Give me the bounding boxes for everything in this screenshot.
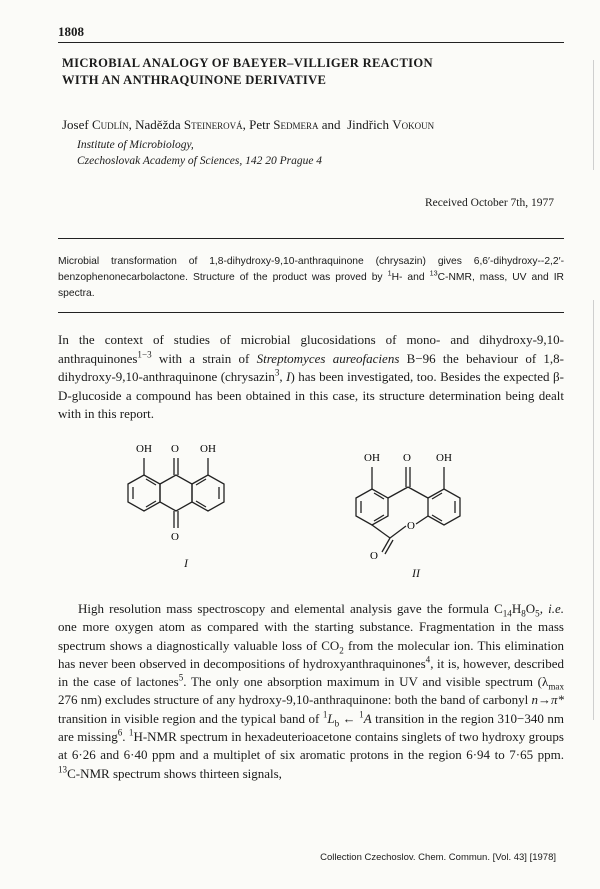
body-text: B−96 the behaviour of 1,8-dihydroxy-9,10-anthraquinone (chrysazin xyxy=(58,350,565,384)
compound-label: I xyxy=(286,369,291,384)
structure-II-drawing xyxy=(348,440,498,560)
structure-I-chrysazin xyxy=(118,434,268,552)
body-text: , it is, however, described in the case of lactones xyxy=(58,655,564,690)
header-rule xyxy=(58,42,564,43)
superscript: 13 xyxy=(429,268,438,278)
subscript: 8 xyxy=(521,608,526,619)
organism-name: Streptomyces aureofaciens xyxy=(256,350,400,366)
title-line-1: MICROBIAL ANALOGY OF BAEYER–VILLIGER REACTION xyxy=(62,56,433,70)
body-text: with a strain of xyxy=(151,350,257,366)
subscript: b xyxy=(334,718,340,729)
article-title xyxy=(62,55,542,89)
abstract xyxy=(58,254,564,302)
received-date: Received October 7th, 1977 xyxy=(424,197,554,209)
subscript: 5 xyxy=(535,608,540,619)
structure-I-drawing xyxy=(118,434,268,552)
oh-label: OH xyxy=(436,452,452,464)
body-text: , xyxy=(539,601,549,616)
structure-I-caption: I xyxy=(184,556,188,570)
author-family: Steinerová xyxy=(183,117,243,132)
institution xyxy=(77,137,322,169)
oh-label: OH xyxy=(200,443,216,455)
italic-text: n→π* xyxy=(531,692,564,708)
double-bond xyxy=(196,479,206,485)
body-text: , xyxy=(279,369,287,384)
structure-II-caption: II xyxy=(412,566,420,580)
superscript: 1 xyxy=(359,709,364,720)
intro-paragraph xyxy=(58,331,564,424)
author-given: Petr xyxy=(249,117,271,132)
reference-marker: 5 xyxy=(178,672,184,683)
author-family: Cudlín xyxy=(91,117,129,132)
body-text: High resolution mass spectroscopy and elemental analysis gave the formula C xyxy=(78,601,503,616)
body-text: transition in the region 310−340 nm are missing xyxy=(58,710,564,745)
scan-margin-line xyxy=(593,300,594,720)
abstract-top-rule xyxy=(58,238,564,239)
author-family: Vokoun xyxy=(392,117,435,132)
abstract-text: H- and xyxy=(391,272,430,283)
subscript: 2 xyxy=(339,645,344,656)
body-text: H xyxy=(511,601,522,616)
superscript: 1 xyxy=(387,268,392,278)
lactone-bond xyxy=(390,526,406,538)
author-separator: , xyxy=(128,117,136,132)
results-paragraph xyxy=(58,600,564,783)
page-number: 1808 xyxy=(58,24,84,39)
d-prefix: D xyxy=(58,387,68,403)
italic-text: L xyxy=(327,710,335,726)
body-text: transition in visible region and the typical band of xyxy=(58,710,323,726)
body-text: O xyxy=(525,601,536,616)
scan-margin-line xyxy=(593,60,594,170)
author-given: Jindřich xyxy=(347,117,389,132)
body-text: In the context of studies of microbial glucosidations of mono- and dihydroxy-9,10-anthraquinones xyxy=(58,332,564,366)
body-text: 276 nm) excludes structure of any hydroxy-9,10-anthraquinone: both the band of carbonyl xyxy=(58,692,532,708)
oh-label: OH xyxy=(364,452,380,464)
body-text: . The only one absorption maximum in UV and visible spectrum (λ xyxy=(183,674,549,690)
author-list xyxy=(62,117,434,133)
author-separator: and xyxy=(318,117,344,132)
institution-line-1: Institute of Microbiology, xyxy=(77,139,194,151)
abstract-bottom-rule xyxy=(58,312,564,313)
italic-text: i.e. xyxy=(548,601,565,616)
body-text: ) has been investigated, too. Besides the expected β- xyxy=(290,369,564,384)
ketone-bond xyxy=(408,487,428,498)
superscript: 1 xyxy=(128,727,134,738)
double-bond xyxy=(196,501,206,507)
o-label: O xyxy=(370,550,378,560)
body-text: . xyxy=(122,729,129,745)
ketone-bond xyxy=(388,487,408,498)
abstract-text: C-NMR, mass, UV and IR spectra. xyxy=(58,272,564,299)
author-separator: , xyxy=(242,117,250,132)
double-bond xyxy=(432,493,442,499)
lactone-bond xyxy=(416,516,428,524)
lactone-bond xyxy=(372,525,390,538)
double-bond xyxy=(374,515,384,521)
body-text: one more oxygen atom as compared with the starting substance. Fragmentation in the mass spectrum shows a diagnostically valuable loss of CO xyxy=(58,619,564,653)
title-line-2: WITH AN ANTHRAQUINONE DERIVATIVE xyxy=(62,73,327,87)
o-label: O xyxy=(403,452,411,464)
author-family: Sedmera xyxy=(273,117,319,132)
journal-footer: Collection Czechoslov. Chem. Commun. [Vol. 43] [1978] xyxy=(320,852,556,863)
o-label: O xyxy=(407,520,415,532)
subscript: 14 xyxy=(502,608,512,619)
ring-center xyxy=(160,475,192,511)
reference-marker: 3 xyxy=(274,367,280,378)
double-bond xyxy=(146,501,156,507)
lactone-carbonyl xyxy=(382,538,390,552)
body-text: ← xyxy=(339,710,360,726)
reference-marker: 4 xyxy=(425,654,431,665)
institution-line-2: Czechoslovak Academy of Sciences, 142 20 Prague 4 xyxy=(77,155,323,167)
author-given: Naděžda xyxy=(135,117,181,132)
reference-marker: 6 xyxy=(117,727,123,738)
superscript: 1 xyxy=(322,709,328,720)
superscript: 13 xyxy=(58,764,68,775)
double-bond xyxy=(432,515,442,521)
o-label: O xyxy=(171,443,179,455)
reference-marker: 1−3 xyxy=(137,349,152,360)
body-text: C-NMR spectrum shows thirteen signals, xyxy=(67,765,282,781)
o-label: O xyxy=(171,531,179,543)
subscript: max xyxy=(548,681,564,692)
italic-text: A xyxy=(363,710,372,726)
double-bond xyxy=(146,479,156,485)
oh-label: OH xyxy=(136,443,152,455)
author-given: Josef xyxy=(62,117,89,132)
abstract-text: Microbial transformation of 1,8-dihydroxy-9,10-anthraquinone (chrysazin) gives 6,6′-dihydroxy--2,2′-benzophenonecarbolactone. Structure of the product was proved by xyxy=(58,256,564,283)
double-bond xyxy=(374,493,384,499)
structure-II-lactone xyxy=(348,440,498,560)
body-text: -glucoside a compound has been obtained in this case, its structure determination being dealt with in this report. xyxy=(58,387,564,421)
lactone-carbonyl xyxy=(385,540,393,554)
body-text: H-NMR spectrum in hexadeuterioacetone contains singlets of two hydroxy groups at 6·26 and 6·40 ppm and a multiplet of six aromatic protons in the region 6·94 to 7·65 ppm. xyxy=(58,729,564,763)
body-text: from the molecular ion. This elimination has never been observed in decompositions of hydroxyanthraquinones xyxy=(58,637,564,671)
